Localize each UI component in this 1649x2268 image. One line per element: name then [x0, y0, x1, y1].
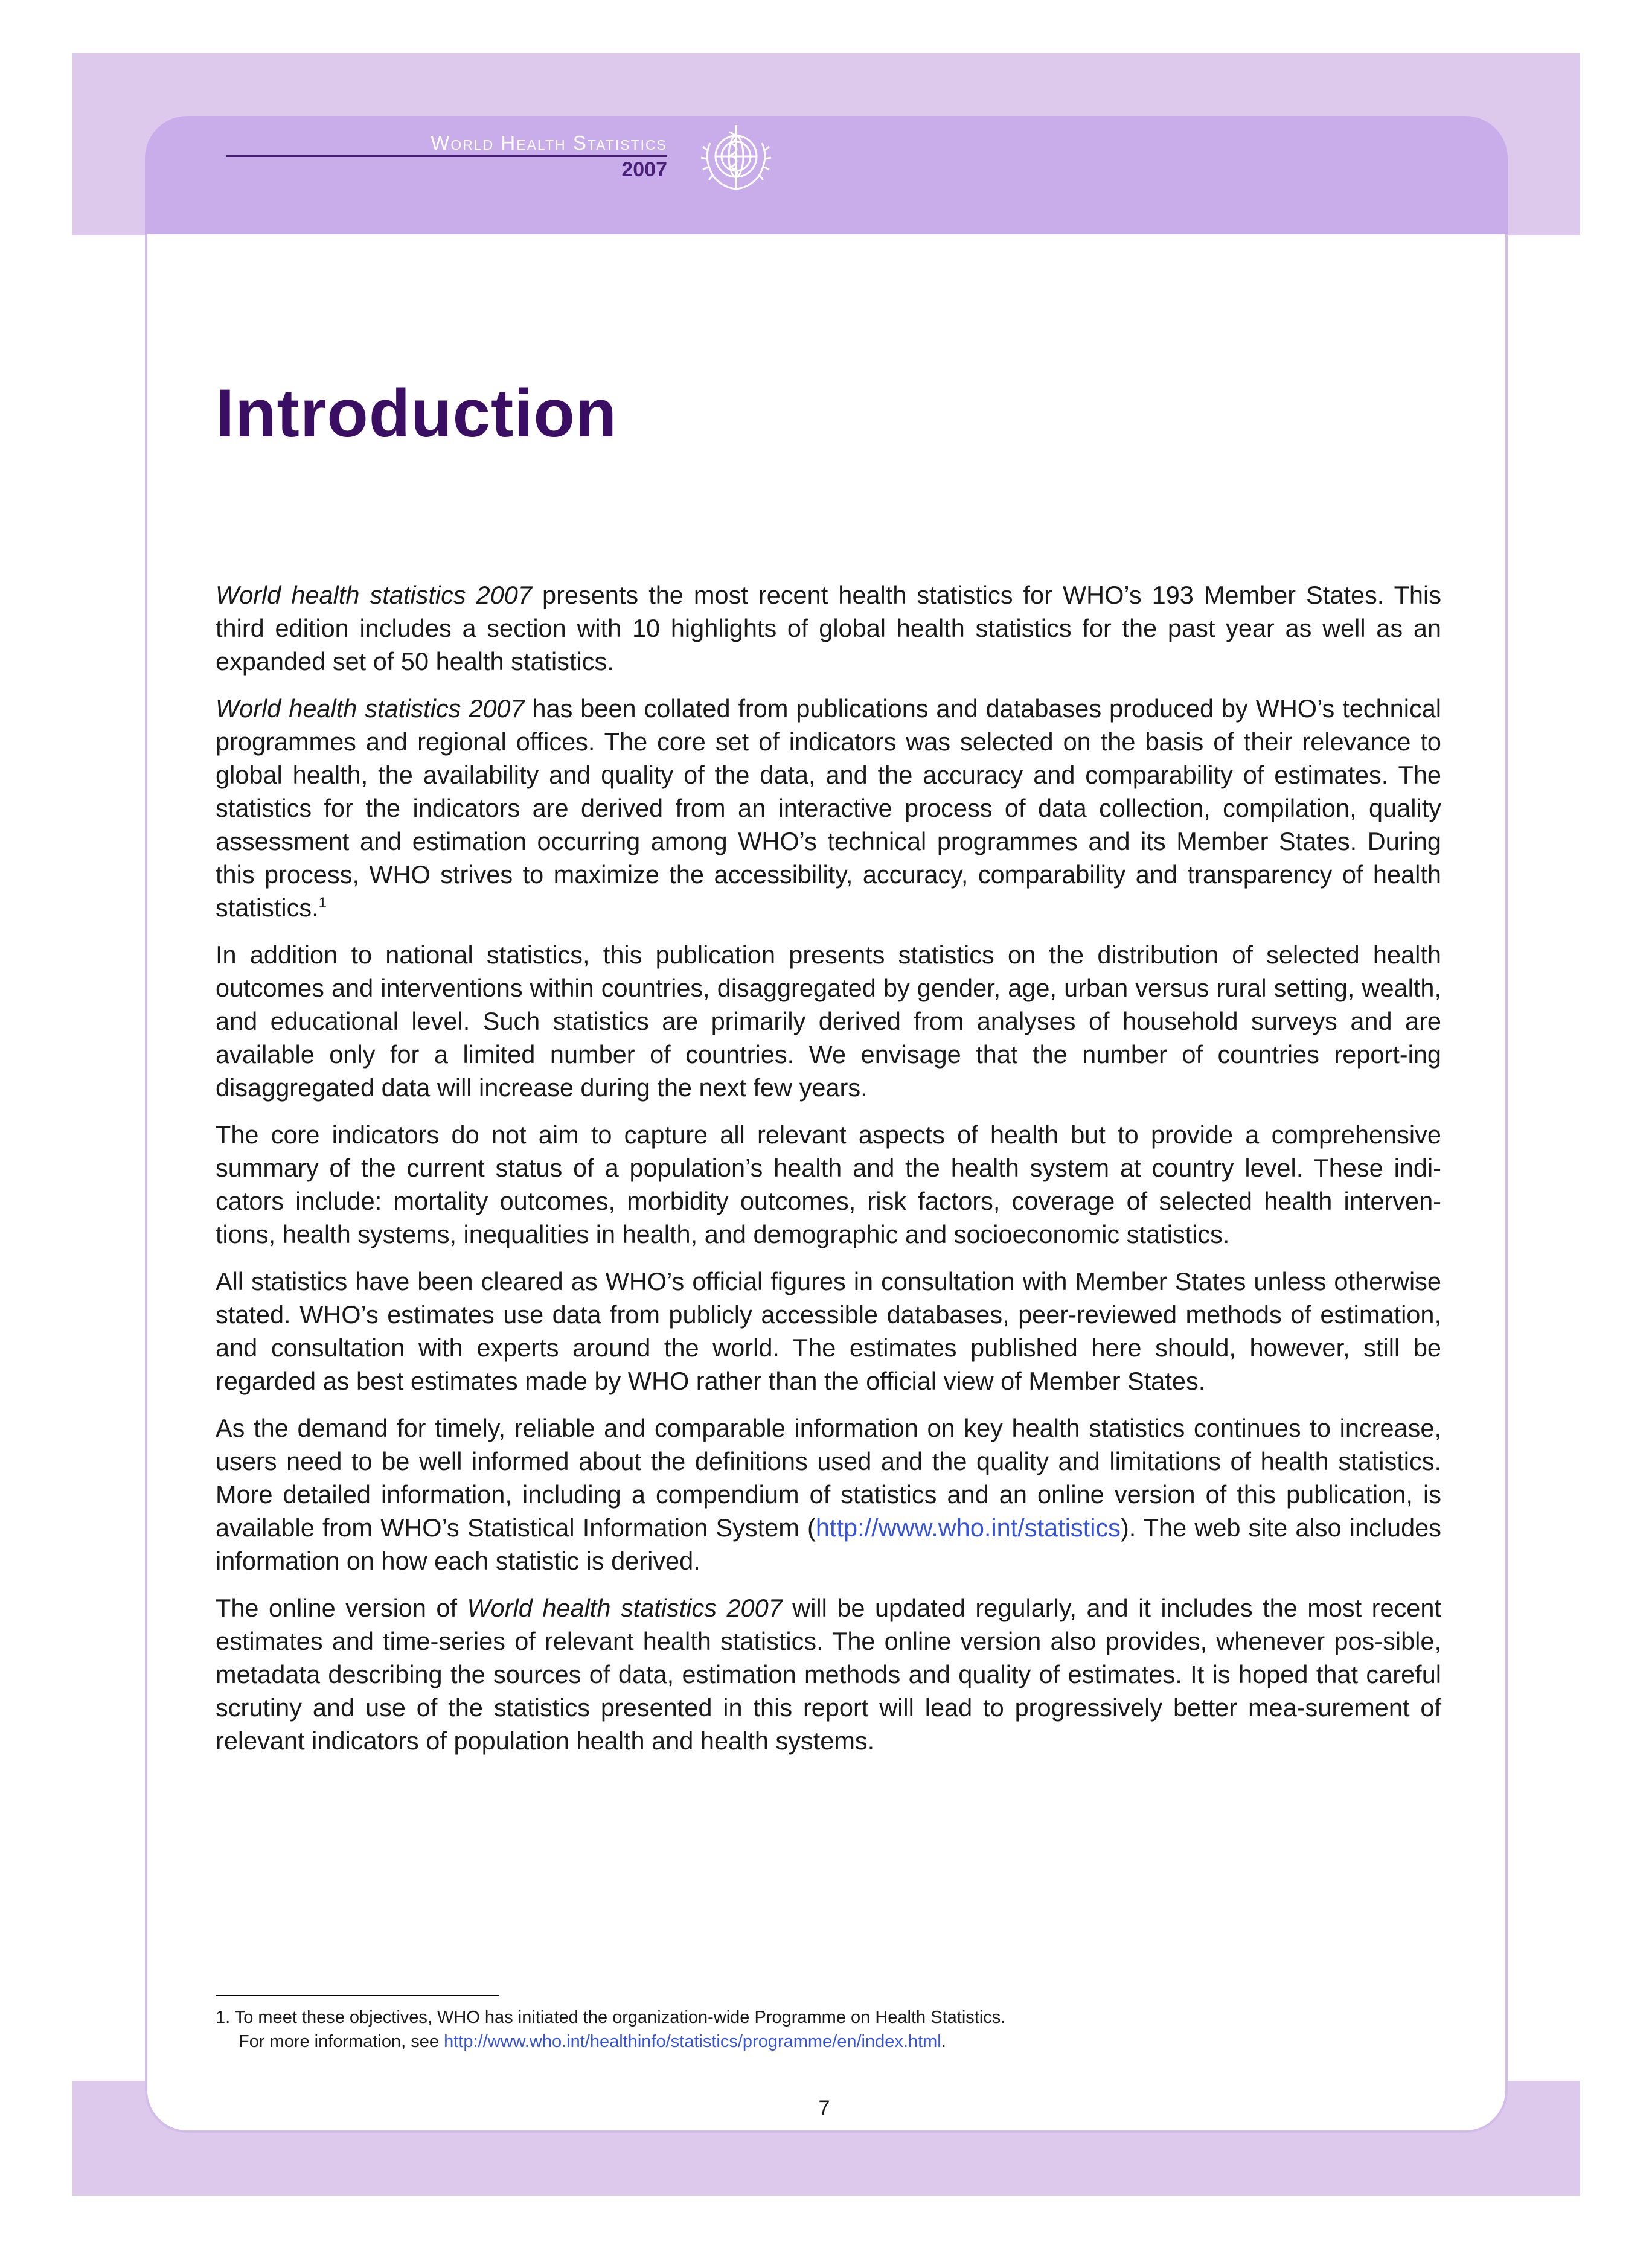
footnote-line-2: For more information, see http://www.who.int/healthinfo/statistics/programme/en/index.html. — [239, 2032, 946, 2051]
paragraph-4: The core indicators do not aim to capture all relevant aspects of health but to provide a comprehensive summary of the current status of a population’s health and the health system at country level. These indi-cators include: mortality outcomes, morbidity outcomes, risk factors, coverage of selected health interven-tions, health systems, inequalities in health, and demographic and socioeconomic statistics. — [216, 1120, 1441, 1248]
footnote-line-1: 1. To meet these objectives, WHO has initiated the organization-wide Programme on Health Statistics. — [216, 2008, 1006, 2027]
paragraph-7: The online version of World health statistics 2007 will be updated regularly, and it includes the most recent estimates and time-series of relevant health statistics. The online version also provides, whenever pos-sible, metadata describing the sources of data, estimation methods and quality of estimates. It is hoped that careful scrutiny and use of the statistics presented in this report will lead to progressively better mea-surement of relevant indicators of population health and health systems. — [216, 1594, 1442, 1755]
footnote-reference[interactable]: 1 — [318, 895, 327, 912]
footnote — [216, 2005, 1441, 2054]
footnote-rule — [216, 1995, 499, 1996]
publication-title: World health statistics 2007 — [467, 1594, 783, 1622]
who-emblem-icon — [694, 119, 778, 197]
page-number: 7 — [818, 2097, 830, 2119]
page-title: Introduction — [216, 375, 618, 451]
paragraph-6: As the demand for timely, reliable and comparable information on key health statistics continues to increase, users need to be well informed about the definitions used and the quality and limitations of health statistics. More detailed information, including a compendium of statistics and an online version of this publication, is available from WHO’s Statistical Information System (http://www.who.int/statistics). The web site also includes information on how each statistic is derived. — [216, 1414, 1441, 1575]
series-name: World Health Statistics — [431, 132, 667, 154]
paragraph-3: In addition to national statistics, this publication presents statistics on the distribution of selected health outcomes and interventions within countries, disaggregated by gender, age, urban versus rural setting, wealth, and educational level. Such statistics are primarily derived from analyses of household surveys and are available only for a limited number of countries. We envisage that the number of countries report-ing disaggregated data will increase during the next few years. — [216, 941, 1441, 1102]
body-text — [216, 578, 1441, 1771]
header-tab — [145, 116, 1508, 237]
publication-title: World health statistics 2007 — [216, 694, 525, 723]
paragraph-2: World health statistics 2007 has been collated from publications and databases produced by WHO’s technical programmes and regional offices. The core set of indicators was selected on the basis of their relevance to global health, the availability and quality of the data, and the accuracy and comparability of estimates. The statistics for the indicators are derived from an interactive process of data collection, compilation, quality assessment and estimation occurring among WHO’s technical programmes and its Member States. During this process, WHO strives to maximize the accessibility, accuracy, comparability and transparency of health statistics.$^1$ — [216, 694, 1441, 922]
paragraph-5: All statistics have been cleared as WHO’s official figures in consultation with Member States unless otherwise stated. WHO’s estimates use data from publicly accessible databases, peer-reviewed methods of estimation, and consultation with experts around the world. The estimates published here should, however, still be regarded as best estimates made by WHO rather than the official view of Member States. — [216, 1267, 1441, 1395]
header-rule — [226, 155, 667, 157]
series-year: 2007 — [621, 158, 667, 181]
paragraph-1: World health statistics 2007 presents the most recent health statistics for WHO’s 193 Member States. This third edition includes a section with 10 highlights of global health statistics for the past year as well as an expanded set of 50 health statistics. — [216, 581, 1441, 676]
footnote-link[interactable]: http://www.who.int/healthinfo/statistics/programme/en/index.html — [444, 2032, 941, 2051]
publication-title: World health statistics 2007 — [216, 581, 532, 609]
statistics-link[interactable]: http://www.who.int/statistics — [815, 1513, 1121, 1542]
